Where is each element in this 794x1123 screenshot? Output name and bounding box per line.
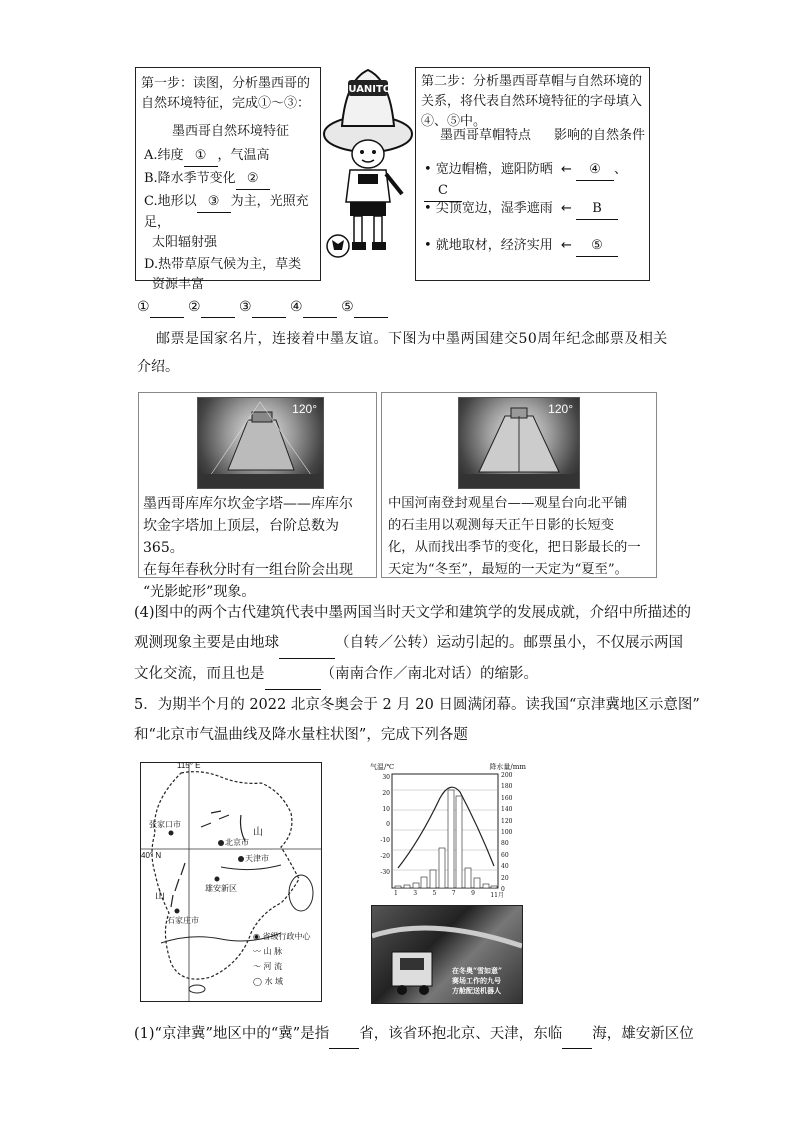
robot-photo xyxy=(371,905,523,1004)
q4-line: (4)图中的两个古代建筑代表中墨两国当时天文学和建筑学的发展成就，介绍中所描述的 xyxy=(134,605,692,621)
tick-label: 100 xyxy=(501,829,513,837)
step1-subtitle: 墨西哥自然环境特征 xyxy=(172,124,290,139)
answer-blank[interactable] xyxy=(201,297,235,318)
step2-box xyxy=(415,67,650,281)
mascot-illustration xyxy=(320,62,415,262)
tick-label: 160 xyxy=(501,794,513,802)
map-city: 石家庄市 xyxy=(167,916,199,925)
tick-label: 7 xyxy=(451,890,456,897)
tick-label: 200 xyxy=(501,772,513,779)
answer-blank[interactable]: ① xyxy=(184,146,218,167)
stamp-image-left xyxy=(197,397,324,489)
svg-text:JUANITO: JUANITO xyxy=(344,84,392,95)
step1-item: B.降水季节变化 ② xyxy=(144,169,320,190)
stamp-caption-left xyxy=(143,493,376,603)
answer-label: ② xyxy=(188,299,201,315)
legend-item: ～ 河 流 xyxy=(253,962,283,971)
answer-blank[interactable] xyxy=(279,628,335,659)
step1-item: 资源丰富 xyxy=(152,277,205,292)
tick-label: -10 xyxy=(380,837,390,845)
q5-line: 5．为期半个月的 2022 北京冬奥会于 2 月 20 日圆满闭幕。读我国“京津冀地区示意图” xyxy=(134,697,700,713)
temp-ticks xyxy=(374,770,390,881)
map-city: 雄安新区 xyxy=(205,884,237,893)
answer-blank[interactable] xyxy=(354,297,388,318)
tick-label: 80 xyxy=(501,840,509,848)
tick-label: 10 xyxy=(382,805,390,813)
caption-line: 的石圭用以观测每天正午日影的长短变 xyxy=(388,518,615,533)
answer-label: ⑤ xyxy=(341,299,354,315)
mountain-icon: 〰 xyxy=(253,947,261,956)
answer-blank[interactable]: ③ xyxy=(197,192,231,213)
map-city: 天津市 xyxy=(245,854,269,863)
caption-line: 坎金字塔加上顶层，台阶总数为365。 xyxy=(143,518,339,556)
tick-label: 30 xyxy=(382,774,390,781)
tick-label: 140 xyxy=(501,806,513,814)
step1-item: D.热带草原气候为主，草类 xyxy=(144,257,302,272)
step2-title-line: 第二步：分析墨西哥草帽与自然环境的 xyxy=(421,74,643,89)
step2-col-right: 影响的自然条件 xyxy=(554,128,646,143)
step1-item: 太阳辐射强 xyxy=(152,235,218,250)
map-longitude-label: 115° E xyxy=(177,761,201,770)
answer-blank[interactable]: ④ xyxy=(576,160,614,181)
map-mountain-label: 山 xyxy=(253,827,263,838)
step1-item: A.纬度 ① ，气温高 xyxy=(144,146,320,167)
tick-label: 40 xyxy=(501,863,509,871)
answer-blank[interactable]: B xyxy=(576,199,618,220)
intro-line1: 邮票是国家名片，连接着中墨友谊。下图为中墨两国建交50周年纪念邮票及相关 xyxy=(156,331,668,347)
caption-line: 方舱配送机器人 xyxy=(452,986,501,995)
left-arrow-icon: ← xyxy=(560,162,572,177)
q4-line: 观测现象主要是由地球 （自转／公转）运动引起的。邮票虽小，不仅展示两国 xyxy=(134,628,691,659)
map-city: 张家口市 xyxy=(149,820,181,829)
tick-label: 180 xyxy=(501,783,513,791)
q5-line: 和“北京市气温曲线及降水量柱状图”，完成下列各题 xyxy=(134,727,468,743)
tick-label: 9 xyxy=(471,890,475,897)
month-ticks xyxy=(394,890,504,899)
stamp-card-right xyxy=(381,392,657,578)
caption-line: 化，从而找出季节的变化，把日影最长的一 xyxy=(388,540,641,555)
caption-line: 在每年春秋分时有一组台阶会出现 xyxy=(143,562,353,578)
answer-blank[interactable] xyxy=(265,659,321,690)
question-4 xyxy=(134,598,691,690)
robot-photo-caption xyxy=(452,966,502,996)
stamp-value-right: 120° xyxy=(548,402,573,416)
step1-title-line: 第一步：读图，分析墨西哥的 xyxy=(141,76,311,91)
tick-label: 20 xyxy=(382,789,390,797)
left-arrow-icon: ← xyxy=(560,238,572,253)
tick-label: 60 xyxy=(501,851,509,859)
answer-blank[interactable]: C xyxy=(424,181,462,202)
caption-line: 中国河南登封观星台——观星台向北平铺 xyxy=(388,496,628,511)
step2-col-left: 墨西哥草帽特点 xyxy=(440,128,532,143)
step1-items xyxy=(144,146,320,295)
temp-axis-title: 气温/℃ xyxy=(370,763,395,771)
tick-label: -20 xyxy=(380,852,390,860)
caption-line: “光影蛇形”现象。 xyxy=(143,584,256,600)
step1-title xyxy=(141,74,310,114)
answer-blank[interactable] xyxy=(329,1020,359,1049)
step2-title-line: 关系，将代表自然环境特征的字母填入 xyxy=(421,94,643,109)
answer-blank[interactable]: ② xyxy=(236,169,270,190)
step1-title-line: 自然环境特征，完成①～③： xyxy=(141,96,311,111)
tick-label: 0 xyxy=(386,821,390,829)
legend-item: 〰 山 脉 xyxy=(253,947,283,956)
answer-label: ③ xyxy=(239,299,252,315)
tick-label: 11月 xyxy=(490,892,504,899)
map-city: 北京市 xyxy=(225,838,249,847)
left-arrow-icon: ← xyxy=(560,201,572,216)
map-mountain-label: 山 xyxy=(155,891,165,902)
answer-label: ① xyxy=(137,299,150,315)
caption-line: 在冬奥“雪如意” xyxy=(452,966,503,975)
intro-line2: 介绍。 xyxy=(137,359,179,375)
water-icon: ◯ xyxy=(253,977,262,986)
question-5 xyxy=(134,690,700,750)
answer-blank[interactable]: ⑤ xyxy=(576,236,618,257)
step2-row: • 尖顶宽边，湿季遮雨 ← B xyxy=(424,199,649,220)
stamp-value-left: 120° xyxy=(292,402,317,416)
q4-line: 文化交流，而且也是 （南南合作／南北对话）的缩影。 xyxy=(134,659,691,690)
map-legend xyxy=(253,929,311,989)
step2-title-line: ④、⑤中。 xyxy=(421,114,487,129)
tick-label: -30 xyxy=(380,868,390,876)
river-icon: ～ xyxy=(253,962,261,971)
step1-box xyxy=(135,67,321,292)
tick-label: 20 xyxy=(501,874,509,882)
answer-blank[interactable] xyxy=(252,297,286,318)
legend-item: ◉ 省级行政中心 xyxy=(253,932,311,941)
tick-label: 1 xyxy=(394,890,398,897)
tick-label: 0 xyxy=(501,886,505,894)
question-5-1: (1)“京津冀”地区中的“冀”是指 省，该省环抱北京、天津，东临 海，雄安新区位 xyxy=(134,1020,694,1049)
step2-title xyxy=(421,72,642,132)
answer-label: ④ xyxy=(290,299,303,315)
jingjinji-map xyxy=(140,762,322,1002)
capital-dot-icon: ◉ xyxy=(253,932,260,941)
caption-line: 赛场工作的九号 xyxy=(452,976,501,985)
step2-row: • 就地取材，经济实用 ← ⑤ xyxy=(424,236,649,257)
answer-blank[interactable] xyxy=(562,1020,592,1049)
stamp-caption-right xyxy=(388,493,641,581)
precip-axis-title: 降水量/mm xyxy=(489,763,526,771)
answer-blank[interactable] xyxy=(303,297,337,318)
answer-line xyxy=(137,297,388,318)
caption-line: 天定为“冬至”，最短的一天定为“夏至”。 xyxy=(388,562,628,577)
tick-label: 5 xyxy=(432,890,437,897)
answer-blank[interactable] xyxy=(150,297,184,318)
step1-item: C.地形以 ③ 为主，光照充足， xyxy=(144,194,309,230)
legend-item: ◯ 水 域 xyxy=(253,977,284,986)
stamp-image-right xyxy=(458,397,580,489)
precip-ticks xyxy=(501,770,512,895)
tick-label: 120 xyxy=(501,817,513,825)
stamp-card-left xyxy=(138,392,377,600)
caption-line: 墨西哥库库尔坎金字塔——库库尔 xyxy=(143,496,353,512)
map-latitude-label: 40° N xyxy=(141,851,162,860)
tick-label: 3 xyxy=(413,890,418,897)
step2-row: • 宽边帽檐，遮阳防晒 ← ④ 、C xyxy=(424,160,649,202)
